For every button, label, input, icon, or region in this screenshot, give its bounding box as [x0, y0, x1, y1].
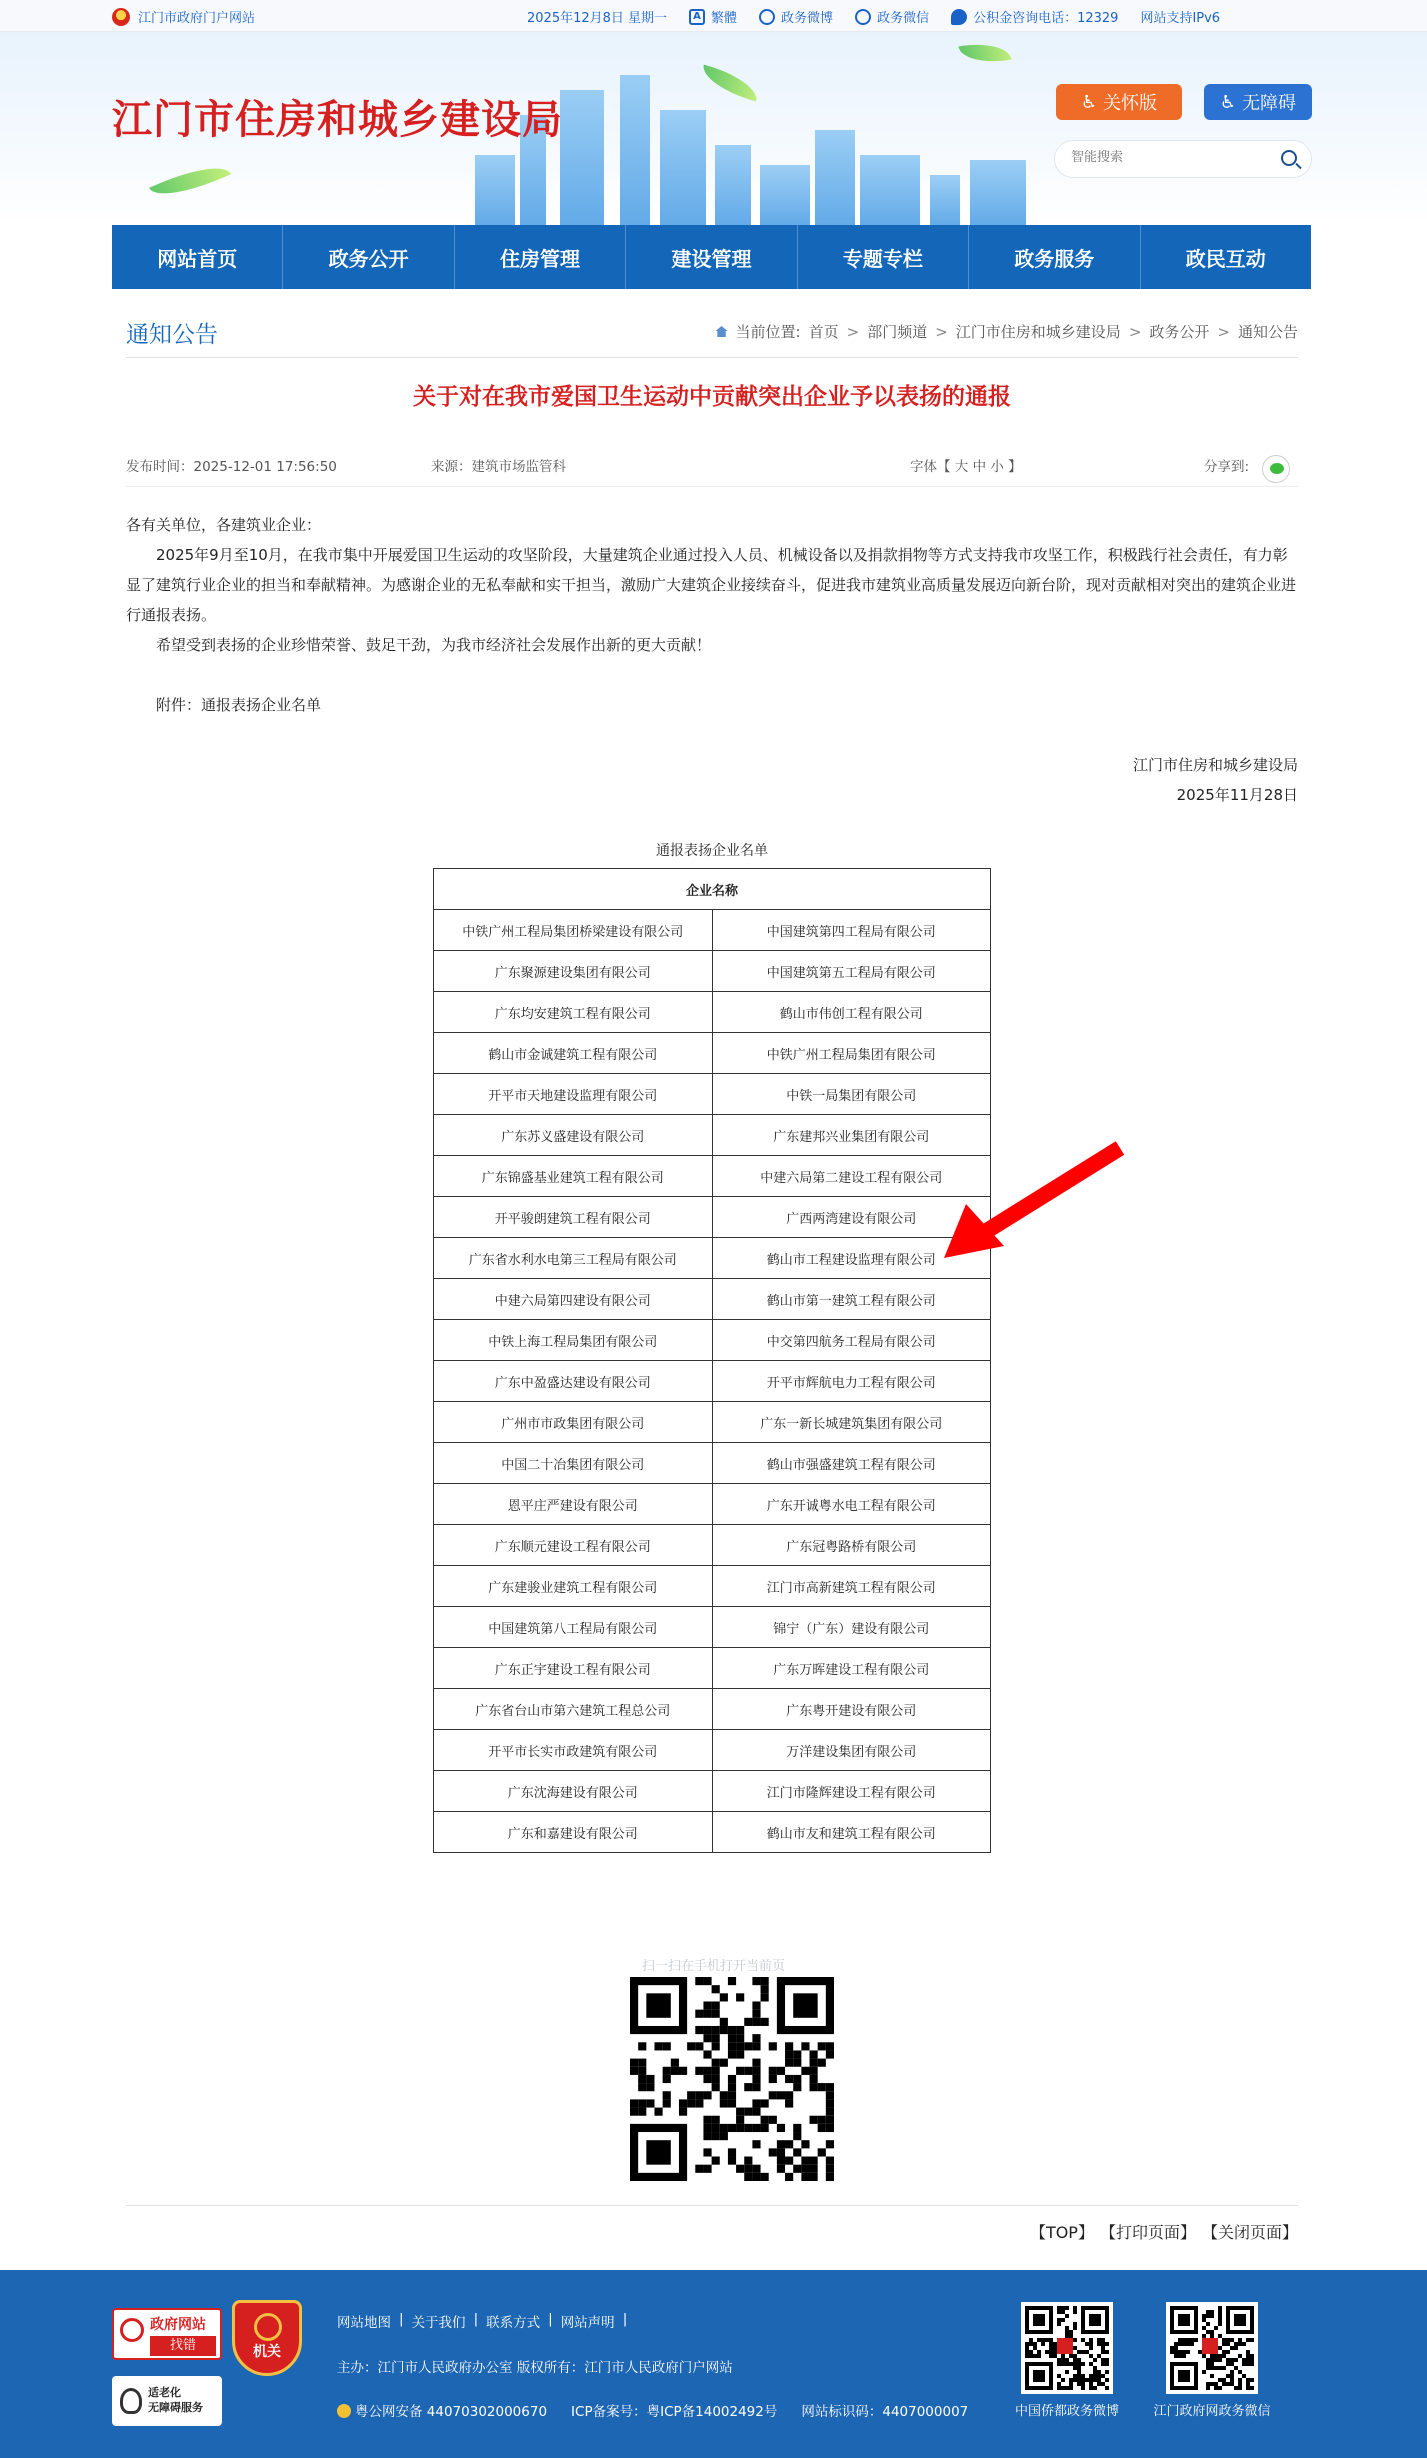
company-name-cell: 万洋建设集团有限公司: [712, 1730, 991, 1771]
nav-government-affairs[interactable]: 政务公开: [283, 225, 454, 289]
top-link[interactable]: 【TOP】: [1029, 2223, 1094, 2242]
gov-site-error-badge[interactable]: 政府网站 找错: [112, 2308, 222, 2360]
breadcrumb-prefix: 当前位置:: [735, 323, 801, 341]
accessibility-button[interactable]: ♿ 无障碍: [1204, 84, 1312, 120]
main-nav: [112, 225, 1311, 289]
nav-construction-management[interactable]: 建设管理: [626, 225, 797, 289]
company-name-cell: 江门市高新建筑工程有限公司: [712, 1566, 991, 1607]
company-name-cell: 江门市隆辉建设工程有限公司: [712, 1771, 991, 1812]
skyline-building: [815, 130, 855, 225]
company-name-cell: 鹤山市金诚建筑工程有限公司: [434, 1033, 713, 1074]
paragraph: 希望受到表扬的企业珍惜荣誉、鼓足干劲，为我市经济社会发展作出新的更大贡献！: [156, 636, 712, 654]
about-link[interactable]: 关于我们: [411, 2315, 466, 2331]
breadcrumb-dept-channel[interactable]: 部门频道: [867, 323, 928, 341]
footer-records: [337, 2400, 968, 2420]
attachment-note: 附件：通报表扬企业名单: [156, 696, 322, 714]
company-name-cell: 广东省台山市第六建筑工程总公司: [434, 1689, 713, 1730]
leaf-decoration: [698, 65, 762, 102]
statement-link[interactable]: 网站声明: [560, 2315, 615, 2331]
care-version-button[interactable]: ♿︎ 关怀版: [1056, 84, 1182, 120]
nav-housing-management[interactable]: 住房管理: [455, 225, 626, 289]
wechat-link[interactable]: 政务微信: [855, 7, 929, 26]
traditional-char-icon: A: [689, 9, 705, 25]
weibo-link[interactable]: 政务微博: [759, 7, 833, 26]
company-name-cell: 开平市长实市政建筑有限公司: [434, 1730, 713, 1771]
ear-icon: [120, 2388, 142, 2414]
table-row: [434, 910, 991, 951]
table-row: [434, 1279, 991, 1320]
company-name-cell: 广东正宇建设工程有限公司: [434, 1648, 713, 1689]
salutation: 各有关单位，各建筑业企业：: [126, 516, 322, 534]
table-row: [434, 1115, 991, 1156]
table-row: [434, 1484, 991, 1525]
header-banner: [0, 32, 1427, 225]
signer: 江门市住房和城乡建设局: [1132, 756, 1298, 774]
company-name-cell: 恩平庄严建设有限公司: [434, 1484, 713, 1525]
company-name-cell: 广东一新长城建筑集团有限公司: [712, 1402, 991, 1443]
nav-government-services[interactable]: 政务服务: [969, 225, 1140, 289]
ipv6-label: 网站支持IPv6: [1140, 11, 1221, 26]
page-actions: [126, 2205, 1298, 2255]
company-name-cell: 广东中盈盛达建设有限公司: [434, 1361, 713, 1402]
breadcrumb-home[interactable]: 首页: [808, 323, 839, 341]
skyline-building: [560, 90, 604, 225]
table-caption: 通报表扬企业名单: [656, 843, 768, 859]
skyline-building: [660, 110, 706, 225]
company-name-cell: 广东万晖建设工程有限公司: [712, 1648, 991, 1689]
weibo-icon: [759, 9, 775, 25]
table-row: [434, 1361, 991, 1402]
company-name-cell: 开平市天地建设监理有限公司: [434, 1074, 713, 1115]
breadcrumb-gov-affairs[interactable]: 政务公开: [1149, 323, 1210, 341]
company-name-cell: 鹤山市第一建筑工程有限公司: [712, 1279, 991, 1320]
company-name-cell: 广东顺元建设工程有限公司: [434, 1525, 713, 1566]
party-org-badge[interactable]: 机关: [232, 2300, 302, 2376]
table-row: [434, 1033, 991, 1074]
nav-home[interactable]: 网站首页: [112, 225, 283, 289]
print-link[interactable]: 【打印页面】: [1099, 2223, 1196, 2242]
company-name-cell: 中铁广州工程局集团桥梁建设有限公司: [434, 910, 713, 951]
emblem-icon: [254, 2313, 282, 2341]
page-qr-code: [630, 1977, 834, 2181]
company-name-cell: 广东建邦兴业集团有限公司: [712, 1115, 991, 1156]
company-name-cell: 中国建筑第五工程局有限公司: [712, 951, 991, 992]
search-icon[interactable]: [1281, 150, 1297, 166]
close-link[interactable]: 【关闭页面】: [1201, 2223, 1298, 2242]
company-name-cell: 广东建骏业建筑工程有限公司: [434, 1566, 713, 1607]
company-name-cell: 广州市市政集团有限公司: [434, 1402, 713, 1443]
accessibility-icon: ♿: [1219, 91, 1237, 113]
company-name-cell: 广东开诚粤水电工程有限公司: [712, 1484, 991, 1525]
top-bar: [0, 0, 1427, 32]
company-name-cell: 中铁一局集团有限公司: [712, 1074, 991, 1115]
location-bar: [126, 310, 1298, 358]
table-row: [434, 951, 991, 992]
table-row: [434, 1238, 991, 1279]
company-name-cell: 中铁上海工程局集团有限公司: [434, 1320, 713, 1361]
company-name-cell: 鹤山市强盛建筑工程有限公司: [712, 1443, 991, 1484]
search-box: [1054, 140, 1312, 178]
section-title: 通知公告: [126, 322, 218, 348]
hotline: 公积金咨询电话：12329: [951, 7, 1118, 26]
company-name-cell: 中建六局第二建设工程有限公司: [712, 1156, 991, 1197]
company-name-cell: 广东省水利水电第三工程局有限公司: [434, 1238, 713, 1279]
company-name-cell: 鹤山市工程建设监理有限公司: [712, 1238, 991, 1279]
table-row: [434, 1156, 991, 1197]
leaf-decoration: [958, 38, 1011, 68]
company-name-cell: 广东冠粤路桥有限公司: [712, 1525, 991, 1566]
footer: [0, 2270, 1427, 2458]
wechat-qr-caption: 江门政府网政务微信: [1153, 2404, 1271, 2419]
national-emblem-icon: [112, 8, 130, 26]
company-name-cell: 鹤山市伟创工程有限公司: [712, 992, 991, 1033]
current-date: 2025年12月8日 星期一: [527, 11, 668, 26]
company-name-cell: 广东粤开建设有限公司: [712, 1689, 991, 1730]
company-name-cell: 开平市辉航电力工程有限公司: [712, 1361, 991, 1402]
wechat-share-icon[interactable]: [1262, 455, 1290, 483]
contact-link[interactable]: 联系方式: [486, 2315, 541, 2331]
company-name-cell: 中国建筑第四工程局有限公司: [712, 910, 991, 951]
skyline-building: [760, 165, 810, 225]
table-row: [434, 1648, 991, 1689]
breadcrumb: 当前位置: 首页 > 部门频道 > 江门市住房和城乡建设局 > 政务公开 > 通知公告: [716, 321, 1298, 342]
site-code: 网站标识码：4407000007: [801, 2404, 969, 2420]
wechat-qr-code: [1166, 2302, 1258, 2394]
breadcrumb-notices[interactable]: 通知公告: [1237, 323, 1298, 341]
paragraph: 2025年9月至10月，在我市集中开展爱国卫生运动的攻坚阶段，大量建筑企业通过投入人员、机械设备以及捐款捐物等方式支持我市攻坚工作，积极践行社会责任，有力彰显了建筑行业企业的担当和奉献精神。为感谢企业的无私奉献和实干担当，激励广大建筑企业接续奋斗，促进我市建筑业高质量发展迈向新台阶，现对贡献相对突出的建筑企业进行通报表扬。: [126, 546, 1297, 624]
company-name-cell: 中建六局第四建设有限公司: [434, 1279, 713, 1320]
article-title: 关于对在我市爱国卫生运动中贡献突出企业予以表扬的通报: [413, 384, 1011, 410]
skyline-building: [930, 175, 960, 225]
company-name-cell: 开平骏朗建筑工程有限公司: [434, 1197, 713, 1238]
article-source: 来源：建筑市场监管科: [431, 459, 566, 475]
footer-host: 主办：江门市人民政府办公室 版权所有：江门市人民政府门户网站: [337, 2360, 733, 2376]
table-row: [434, 1566, 991, 1607]
home-icon: [716, 326, 728, 337]
company-name-cell: 广东和嘉建设有限公司: [434, 1812, 713, 1853]
icp-record[interactable]: ICP备案号：粤ICP备14002492号: [571, 2404, 778, 2420]
publish-time: 发布时间：2025-12-01 17:56:50: [126, 459, 337, 475]
table-row: [434, 1689, 991, 1730]
company-name-cell: 广东锦盛基业建筑工程有限公司: [434, 1156, 713, 1197]
police-badge-icon: [337, 2404, 351, 2418]
nav-public-interaction[interactable]: 政民互动: [1185, 246, 1266, 271]
font-size-control[interactable]: 字体【 大 中 小 】: [910, 459, 1022, 475]
company-name-cell: 广东苏义盛建设有限公司: [434, 1115, 713, 1156]
qr-caption: 扫一扫在手机打开当前页: [641, 1959, 785, 1974]
table-row: [434, 1320, 991, 1361]
company-name-cell: 广东均安建筑工程有限公司: [434, 992, 713, 1033]
table-row: [434, 1812, 991, 1853]
weibo-qr-code: [1021, 2302, 1113, 2394]
company-name-cell: 中交第四航务工程局有限公司: [712, 1320, 991, 1361]
search-input[interactable]: [1071, 150, 1261, 165]
skyline-building: [715, 145, 751, 225]
leaf-decoration: [149, 154, 231, 208]
wechat-icon: [855, 9, 871, 25]
elderly-accessibility-badge[interactable]: 适老化 无障碍服务: [112, 2376, 222, 2426]
table-row: [434, 1730, 991, 1771]
company-name-cell: 中铁广州工程局集团有限公司: [712, 1033, 991, 1074]
table-row: [434, 1443, 991, 1484]
table-row: [434, 1074, 991, 1115]
company-name-cell: 广东聚源建设集团有限公司: [434, 951, 713, 992]
table-row: [434, 1607, 991, 1648]
skyline-building: [620, 75, 650, 225]
table-row: [434, 1525, 991, 1566]
table-row: [434, 1771, 991, 1812]
portal-link[interactable]: 江门市政府门户网站: [138, 11, 256, 26]
care-icon: ♿︎: [1080, 91, 1098, 113]
traditional-chinese-link[interactable]: A 繁體: [689, 7, 737, 26]
company-name-cell: 中国建筑第八工程局有限公司: [434, 1607, 713, 1648]
table-row: [434, 992, 991, 1033]
company-name-cell: 锦宁（广东）建设有限公司: [712, 1607, 991, 1648]
article-meta: [126, 447, 1298, 487]
company-name-cell: 中国二十冶集团有限公司: [434, 1443, 713, 1484]
weibo-qr-caption: 中国侨都政务微博: [1014, 2404, 1119, 2419]
sitemap-link[interactable]: 网站地图: [337, 2315, 391, 2331]
company-name-cell: 广西两湾建设有限公司: [712, 1197, 991, 1238]
company-name-cell: 鹤山市友和建筑工程有限公司: [712, 1812, 991, 1853]
nav-special-topics[interactable]: 专题专栏: [798, 225, 969, 289]
red-arrow-annotation: [940, 1140, 1130, 1260]
skyline-building: [970, 160, 1026, 225]
skyline-building: [860, 155, 920, 225]
table-row: [434, 1402, 991, 1443]
company-name-cell: 广东沈海建设有限公司: [434, 1771, 713, 1812]
article-body: [126, 510, 1298, 810]
police-record[interactable]: 粤公网安备 44070302000670: [337, 2400, 547, 2420]
skyline-building: [475, 155, 515, 225]
footer-links: 网站地图 | 关于我们 | 联系方式 | 网站声明 |: [337, 2311, 628, 2331]
breadcrumb-bureau[interactable]: 江门市住房和城乡建设局: [955, 323, 1121, 341]
table-row: [434, 1197, 991, 1238]
sign-date: 2025年11月28日: [1176, 786, 1298, 804]
site-title[interactable]: 江门市住房和城乡建设局: [112, 96, 563, 143]
table-header: 企业名称: [434, 869, 991, 910]
share-label: 分享到:: [1204, 459, 1250, 475]
company-table: [433, 868, 991, 1853]
gov-emblem-icon: [120, 2318, 144, 2342]
phone-icon: [951, 9, 967, 25]
